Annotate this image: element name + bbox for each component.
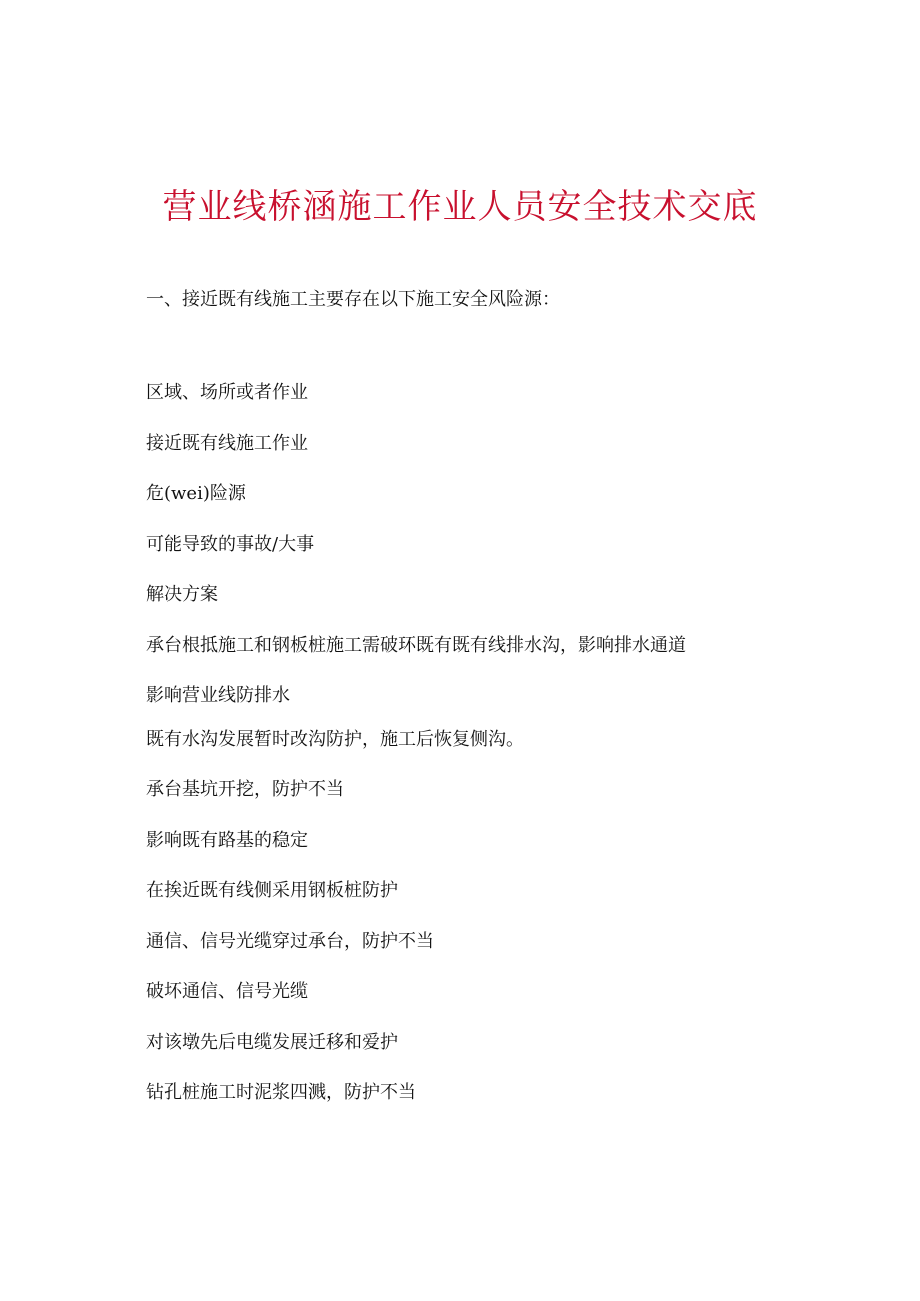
body-line: 承台基坑开挖，防护不当: [146, 779, 344, 800]
body-line: 影响营业线防排水: [146, 685, 290, 706]
body-line: 承台根抵施工和钢板桩施工需破环既有既有线排水沟，影响排水通道: [146, 635, 686, 656]
section-heading: 一、接近既有线施工主要存在以下施工安全风险源：: [146, 289, 560, 310]
body-line: 可能导致的事故/大事: [146, 534, 315, 555]
body-line: 接近既有线施工作业: [146, 433, 308, 454]
body-line: 对该墩先后电缆发展迁移和爱护: [146, 1032, 398, 1053]
body-line: 在挨近既有线侧采用钢板桩防护: [146, 880, 398, 901]
body-line: 通信、信号光缆穿过承台，防护不当: [146, 931, 434, 952]
body-line: 解决方案: [146, 584, 218, 605]
body-line: 影响既有路基的稳定: [146, 830, 308, 851]
body-line: 区域、场所或者作业: [146, 382, 308, 403]
body-line: 既有水沟发展暂时改沟防护，施工后恢复侧沟。: [146, 729, 524, 750]
body-line: 破坏通信、信号光缆: [146, 981, 308, 1002]
body-line: 危(wei)险源: [146, 483, 246, 504]
document-title: 营业线桥涵施工作业人员安全技术交底: [162, 187, 758, 227]
body-line: 钻孔桩施工时泥浆四溅，防护不当: [146, 1082, 416, 1103]
